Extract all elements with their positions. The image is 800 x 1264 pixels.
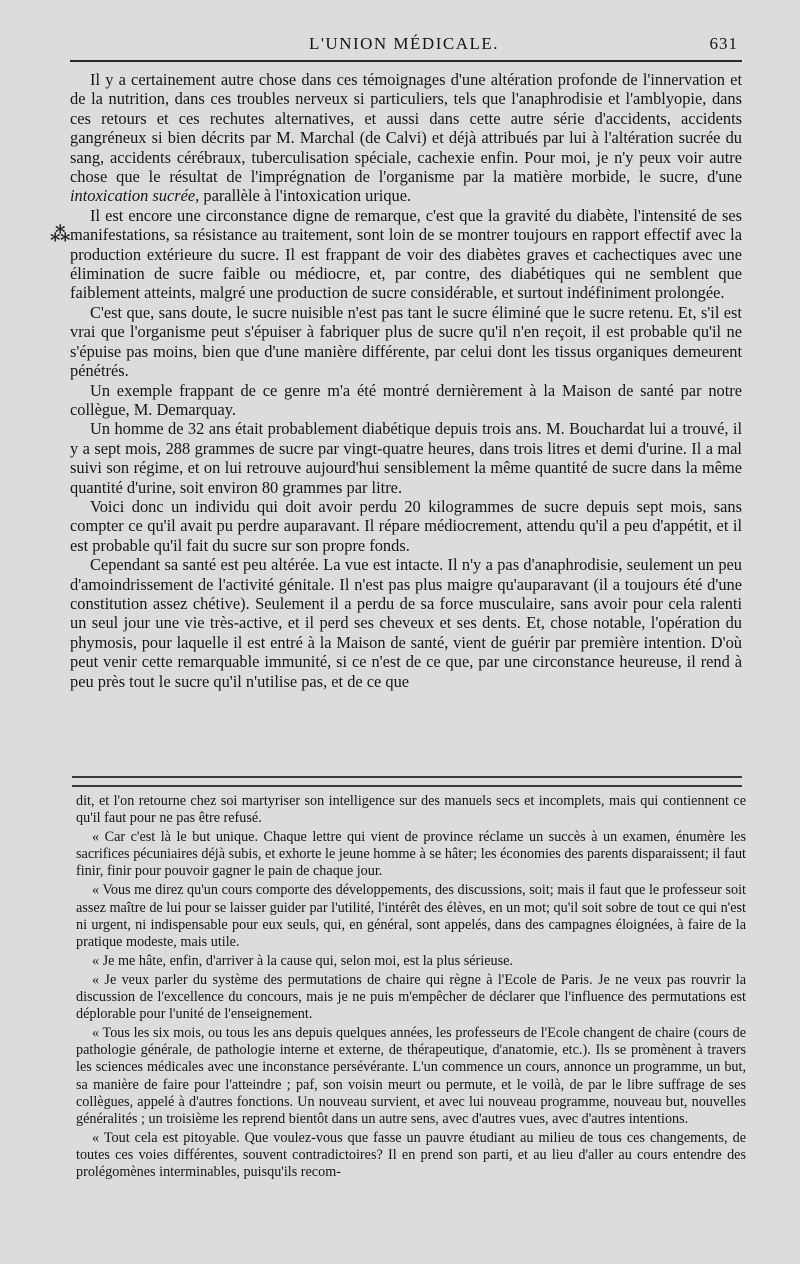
feuilleton-text — [76, 793, 746, 1183]
feuilleton-paragraph: « Je veux parler du système des permutations de chaire qui règne à l'Ecole de Paris. Je ne veux pas rouvrir la discussion de l'excellence du concours, mais je ne puis m'empêcher de déclarer que l'influence des permutations est déplorable pour l'unité de l'enseignement. — [76, 971, 746, 1023]
main-paragraph: C'est que, sans doute, le sucre nuisible n'est pas tant le sucre éliminé que le sucre retenu. Et, s'il est vrai que l'organisme peut s'épuiser à fabriquer plus de sucre qu'il n'en reçoit, il est probable qu'il ne s'épuise pas moins, bien que d'une manière différente, par celui dont les tissus organiques demeurent pénétrés. — [70, 302, 742, 381]
main-paragraph — [70, 70, 742, 206]
main-paragraph: Un exemple frappant de ce genre m'a été montré dernièrement à la Maison de santé par notre collègue, M. Demarquay. — [70, 380, 742, 419]
main-article-text — [70, 70, 742, 691]
main-paragraph: Un homme de 32 ans était probablement diabétique depuis trois ans. M. Bouchardat lui a trouvé, il y a sept mois, 288 grammes de sucre par vingt-quatre heures, dans trois litres et demi d'urine. Il a mal suivi son régime, et on lui retrouve aujourd'hui sensiblement la même quantité de sucre dans la même quantité d'urine, soit environ 80 grammes par litre. — [70, 419, 742, 497]
feuilleton-paragraph: « Tout cela est pitoyable. Que voulez-vous que fasse un pauvre étudiant au milieu de tous ces changements, de toutes ces voies différentes, souvent contradictoires? Il en prend son parti, et au lieu d'aller au cours entendre des prolégomènes interminables, puisqu'ils recom- — [76, 1129, 746, 1180]
running-title: L'UNION MÉDICALE. — [308, 34, 500, 53]
main-paragraph: Voici donc un individu qui doit avoir perdu 20 kilogrammes de sucre depuis sept mois, sans compter ce qu'il avait pu perdre auparavant. Il répare médiocrement, attendu qu'il a peu d'appétit, et il est probable qu'il fait du sucre sur son propre fonds. — [70, 496, 742, 555]
feuilleton-paragraph: « Tous les six mois, ou tous les ans depuis quelques années, les professeurs de l'Ecole changent de chaire (cours de pathologie générale, de pathologie interne et externe, de thérapeutique, d'anatomie, etc.). Ils se promènent à travers les sciences médicales avec une inconstance persévérante. L'un commence un cours, annonce un programme, un but, sa manière de faire pour l'atteindre ; paf, son voisin meurt ou permute, et le voilà, de par le libre suffrage de ses collègues, appelé à d'autres fonctions. Un nouveau survient, et avec lui nouveau programme, nouveau but, nouvelles généralités ; un troisième les reprend bientôt dans un autre sens, avec d'autres vues, avec d'autres intentions. — [76, 1025, 746, 1127]
italic-term: intoxication sucrée — [70, 186, 196, 206]
main-paragraph-text: Il y a certainement autre chose dans ces témoignages d'une altération profonde de l'innervation et de la nutrition, dans ces troubles nerveux si particuliers, tels que l'anaphrodisie et l'amblyopie, dans ces retours et ces rechutes alternatives, et aussi dans cette autre série d'accidents, accidents gangréneux si bien décrits par M. Marchal (de Calvi) et déjà attribués par lui à l'altération sucrée du sang, accidents cérébraux, tuberculisation spéciale, cachexie enfin. Pour moi, je n'y peux voir autre chose que le résultat de l'imprégnation de l'organisme par la matière morbide, le sucre, d'une — [70, 70, 742, 187]
feuilleton-divider — [72, 776, 742, 787]
feuilleton-paragraph: « Je me hâte, enfin, d'arriver à la cause qui, selon moi, est la plus sérieuse. — [92, 952, 513, 969]
main-paragraph: Il est encore une circonstance digne de remarque, c'est que la gravité du diabète, l'intensité de ses manifestations, sa résistance au traitement, sont loin de se montrer toujours en rapport effectif avec la production extérieure du sucre. Il est frappant de voir des diabètes graves et cachectiques avec une élimination de sucre faible ou médiocre, et, par contre, des diabétiques qui ne semblent que faiblement atteints, malgré une production de sucre considérable, et surtout indéfiniment prolongée. — [70, 205, 742, 303]
main-paragraph: Cependant sa santé est peu altérée. La vue est intacte. Il n'y a pas d'anaphrodisie, seulement un peu d'amoindrissement de l'activité génitale. Il n'est pas plus maigre qu'auparavant (il a toujours été d'une constitution assez chétive). Seulement il a perdu de sa force musculaire, sans avoir pour cela ralenti un seul jour une vie très-active, et il perd ses cheveux et ses dents. Et, chose notable, l'opération du phymosis, pour laquelle il est entré à la Maison de santé, vient de guérir par première intention. D'où peut venir cette remarquable immunité, si ce n'est de ce que, par une circonstance heureuse, il rend à peu près tout le sucre qu'il n'utilise pas, et de ce que — [70, 555, 742, 691]
margin-mark: ⁂ — [50, 224, 71, 246]
header-rule — [70, 60, 742, 62]
main-paragraph-text: , parallèle à l'intoxication urique. — [195, 186, 412, 206]
feuilleton-paragraph: « Car c'est là le but unique. Chaque lettre qui vient de province réclame un succès à un examen, énumère les sacrifices pécuniaires déjà subis, et exhorte le jeune homme à se hâter; les économies des parents disparaissent; il faut finir, finir pour pouvoir gagner le pain de chaque jour. — [76, 829, 746, 880]
feuilleton-paragraph: dit, et l'on retourne chez soi martyriser son intelligence sur des manuels secs et incomplets, mais qui contiennent ce qu'il faut pour ne pas être refusé. — [76, 793, 746, 827]
feuilleton-paragraph: « Vous me direz qu'un cours comporte des développements, des discussions, soit; mais il faut que le professeur soit assez maître de lui pour se laisser guider par l'utilité, l'intérêt des élèves, en un mot; qu'il soit sobre de tout ce qui n'est ni urgent, ni indispensable pour eux seuls, qui, en général, sont appelés, dans des campagnes éloignées, à faire de la pratique modeste, mais utile. — [76, 882, 746, 950]
page-number: 631 — [709, 34, 738, 53]
page-header — [70, 34, 738, 56]
